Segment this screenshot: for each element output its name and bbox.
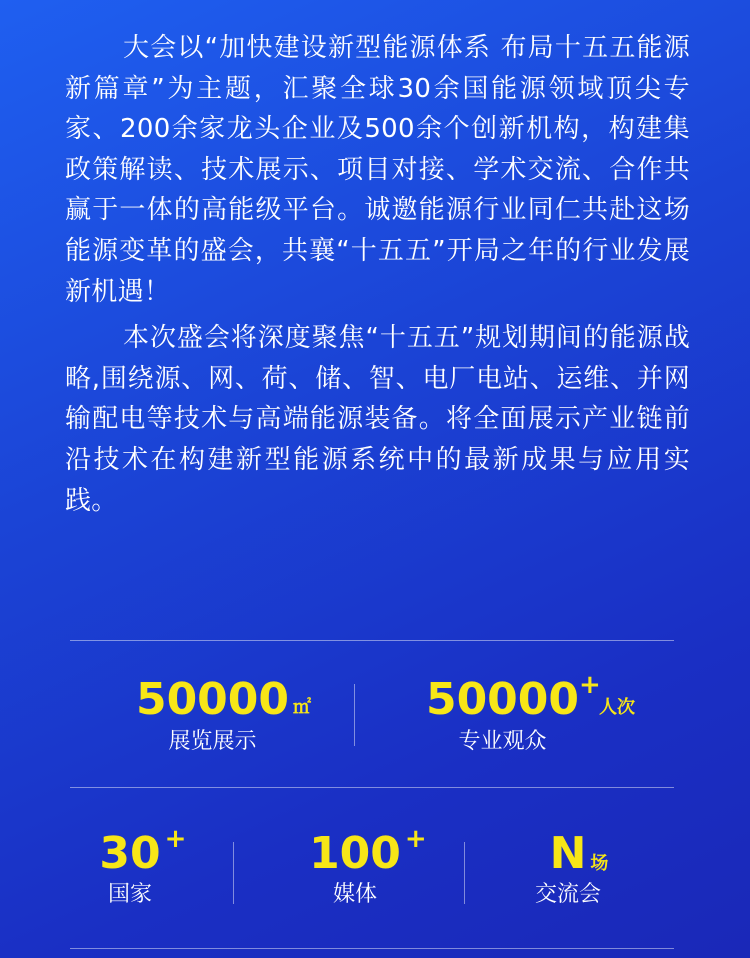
divider-top — [70, 640, 674, 641]
divider-vertical — [464, 842, 465, 904]
stat-unit: 场 — [590, 853, 609, 874]
stat-label: 国家 — [107, 882, 152, 907]
stat-number: 50000 — [425, 674, 580, 725]
stat-exhibition-area — [120, 674, 312, 755]
stat-plus: + — [164, 824, 187, 854]
stat-label: 专业观众 — [458, 729, 547, 754]
intro-section — [65, 28, 690, 521]
divider-middle — [70, 787, 674, 788]
stat-label: 媒体 — [332, 882, 377, 907]
stat-unit: 人次 — [599, 697, 636, 718]
stat-unit: ㎡ — [293, 697, 312, 718]
intro-paragraph-1: 大会以“加快建设新型能源体系 布局十五五能源新篇章”为主题，汇聚全球30余国能源领域顶尖专家、200余家龙头企业及500余个创新机构，构建集政策解读、技术展示、项目对接、学术交流、合作共赢于一体的高能级平台。诚邀能源行业同仁共赴这场能源变革的盛会，共襄“十五五”开局之年的行业发展新机遇！ — [65, 33, 690, 307]
stat-number: N — [549, 828, 587, 879]
stat-plus: + — [579, 670, 601, 700]
stat-label: 展览展示 — [168, 729, 257, 754]
stat-plus: + — [404, 824, 427, 854]
stat-number: 100 — [309, 828, 401, 879]
stat-visitors — [410, 670, 636, 755]
divider-bottom — [70, 948, 674, 949]
divider-vertical — [354, 684, 355, 746]
stat-number: 50000 — [135, 674, 290, 725]
divider-vertical — [233, 842, 234, 904]
stat-sessions — [498, 830, 638, 908]
stat-countries — [60, 824, 200, 908]
intro-paragraph-2: 本次盛会将深度聚焦“十五五”规划期间的能源战略,围绕源、网、荷、储、智、电厂电站、运维、并网输配电等技术与高端能源装备。将全面展示产业链前沿技术在构建新型能源系统中的最新成果与应用实践。 — [65, 323, 690, 516]
stat-media — [285, 824, 427, 908]
stat-number: 30 — [99, 828, 161, 879]
stat-label: 交流会 — [534, 882, 601, 907]
